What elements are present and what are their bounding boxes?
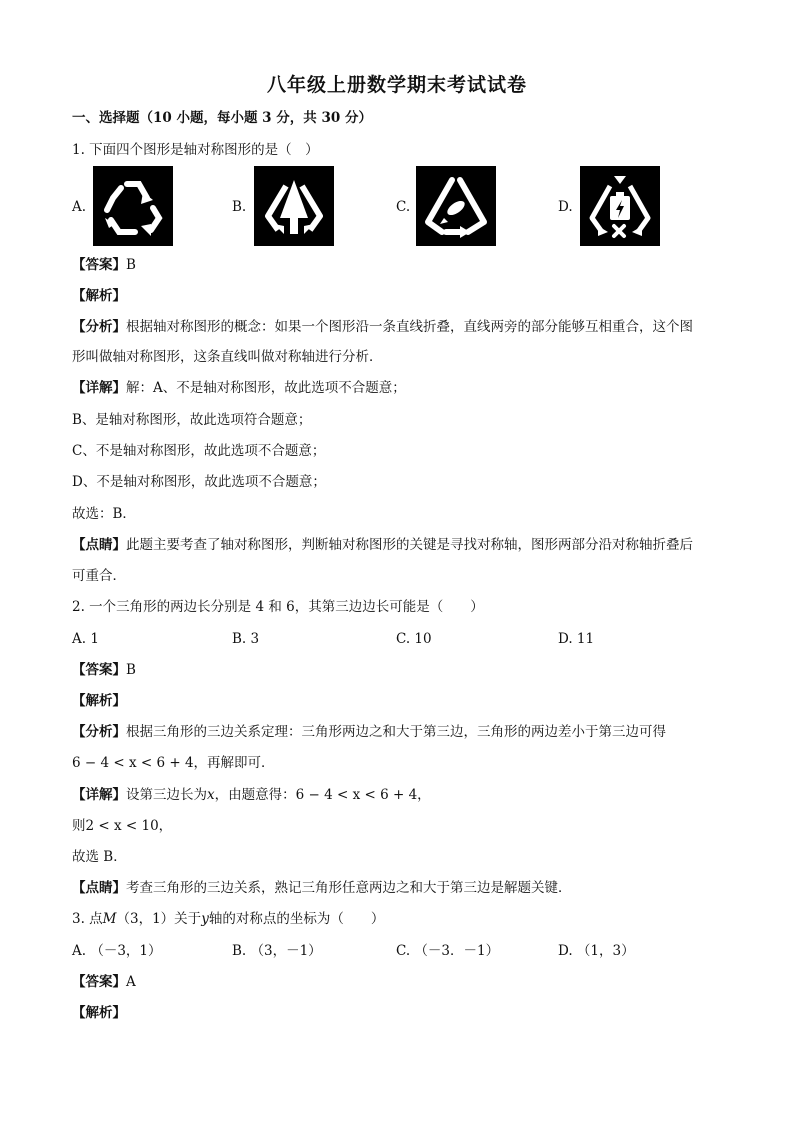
inequality: 2 < x < 10 <box>85 818 159 834</box>
answer-tag: 【答案】 <box>72 257 126 273</box>
fenxi-tag: 【分析】 <box>72 319 126 335</box>
comment-tag: 【点睛】 <box>72 880 126 896</box>
q3-analysis-tag: 【解析】 <box>72 1005 126 1021</box>
q1-comment-1 <box>72 535 693 555</box>
q2-answer <box>72 660 136 680</box>
q2-option-b: B. 3 <box>232 631 260 647</box>
answer-tag: 【答案】 <box>72 974 126 990</box>
comment-text: 此题主要考查了轴对称图形，判断轴对称图形的关键是寻找对称轴，图形两部分沿对称轴折叠后 <box>126 537 693 553</box>
variable-x: x <box>207 787 215 803</box>
q2-detail-2 <box>72 816 172 836</box>
q3-option-b: B. （3，－1） <box>232 943 322 959</box>
detail-end: ， <box>158 818 173 834</box>
q2-option-d: D. 11 <box>558 631 595 647</box>
fenxi-tail: ，再解即可． <box>193 755 275 771</box>
fenxi-text: 根据三角形的三边关系定理：三角形两边之和大于第三边，三角形的两边差小于第三边可得 <box>126 724 666 740</box>
page-title: 八年级上册数学期末考试试卷 <box>266 74 527 96</box>
detail-mid: ，由题意得： <box>214 787 296 803</box>
q1-answer <box>72 255 136 275</box>
detail-tag: 【详解】 <box>72 787 126 803</box>
q3-option-d: D. （1，3） <box>558 943 635 959</box>
q2-fenxi-1 <box>72 722 666 742</box>
q2-option-a: A. 1 <box>72 631 99 647</box>
question-1-stem: 1. 下面四个图形是轴对称图形的是（ ） <box>72 142 319 158</box>
q1-detail-5: 故选：B． <box>72 506 136 522</box>
q1-analysis-tag: 【解析】 <box>72 288 126 304</box>
answer-tag: 【答案】 <box>72 662 126 678</box>
answer-value: A <box>126 974 136 990</box>
q2-detail-1 <box>72 785 431 805</box>
q1-option-d-label: D. <box>558 199 573 215</box>
stem-mid: （3，1）关于 <box>116 911 202 927</box>
detail-text: 解：A、不是轴对称图形，故此选项不合题意； <box>126 380 406 396</box>
comment-text: 考查三角形的三边关系，熟记三角形任意两边之和大于第三边是解题关键． <box>126 880 572 896</box>
inequality: 6 − 4 < x < 6 + 4 <box>72 755 194 771</box>
detail-tag: 【详解】 <box>72 380 126 396</box>
q1-option-b-label: B. <box>232 199 247 215</box>
q2-analysis-tag: 【解析】 <box>72 693 126 709</box>
detail-end: ， <box>417 787 431 803</box>
q1-fenxi-1 <box>72 317 693 337</box>
battery-recycle-icon <box>580 166 660 246</box>
answer-value: B <box>126 257 136 273</box>
q2-detail-3: 故选 B． <box>72 849 127 865</box>
detail-pre: 则 <box>72 818 86 834</box>
stem-tail: 轴的对称点的坐标为（ ） <box>208 911 385 927</box>
q1-comment-2: 可重合． <box>72 568 126 584</box>
fenxi-text: 根据轴对称图形的概念：如果一个图形沿一条直线折叠，直线两旁的部分能够互相重合，这个图 <box>126 319 693 335</box>
fenxi-tag: 【分析】 <box>72 724 126 740</box>
question-3-stem <box>72 909 384 929</box>
recycle-arrows-icon <box>93 166 173 246</box>
detail-text: 设第三边长为 <box>126 787 207 803</box>
axis-y: y <box>201 911 209 927</box>
q1-fenxi-2: 形叫做轴对称图形，这条直线叫做对称轴进行分析． <box>72 349 383 365</box>
q3-option-c: C. （－3．－1） <box>396 943 500 959</box>
q1-detail-2: B、是轴对称图形，故此选项符合题意； <box>72 412 312 428</box>
stem-pre: 3. 点 <box>72 911 103 927</box>
q1-option-c-label: C. <box>396 199 411 215</box>
answer-value: B <box>126 662 136 678</box>
q2-comment-1 <box>72 878 572 898</box>
q2-option-c: C. 10 <box>396 631 432 647</box>
point-m: M <box>102 911 117 927</box>
section-heading: 一、选择题（10 小题，每小题 3 分，共 30 分） <box>72 110 372 126</box>
q2-fenxi-2 <box>72 753 275 773</box>
inequality: 6 − 4 < x < 6 + 4 <box>295 787 418 803</box>
recycle-fish-icon <box>416 166 496 246</box>
q1-detail-4: D、不是轴对称图形，故此选项不合题意； <box>72 474 326 490</box>
q3-answer <box>72 972 136 992</box>
q1-option-a-label: A. <box>72 199 87 215</box>
q1-detail-3: C、不是轴对称图形，故此选项不合题意； <box>72 443 326 459</box>
triangle-tree-arrows-icon <box>254 166 334 246</box>
comment-tag: 【点睛】 <box>72 537 126 553</box>
question-2-stem: 2. 一个三角形的两边长分别是 4 和 6，其第三边边长可能是（ ） <box>72 599 484 615</box>
q1-detail-1 <box>72 378 406 398</box>
q3-option-a: A. （－3，1） <box>72 943 162 959</box>
